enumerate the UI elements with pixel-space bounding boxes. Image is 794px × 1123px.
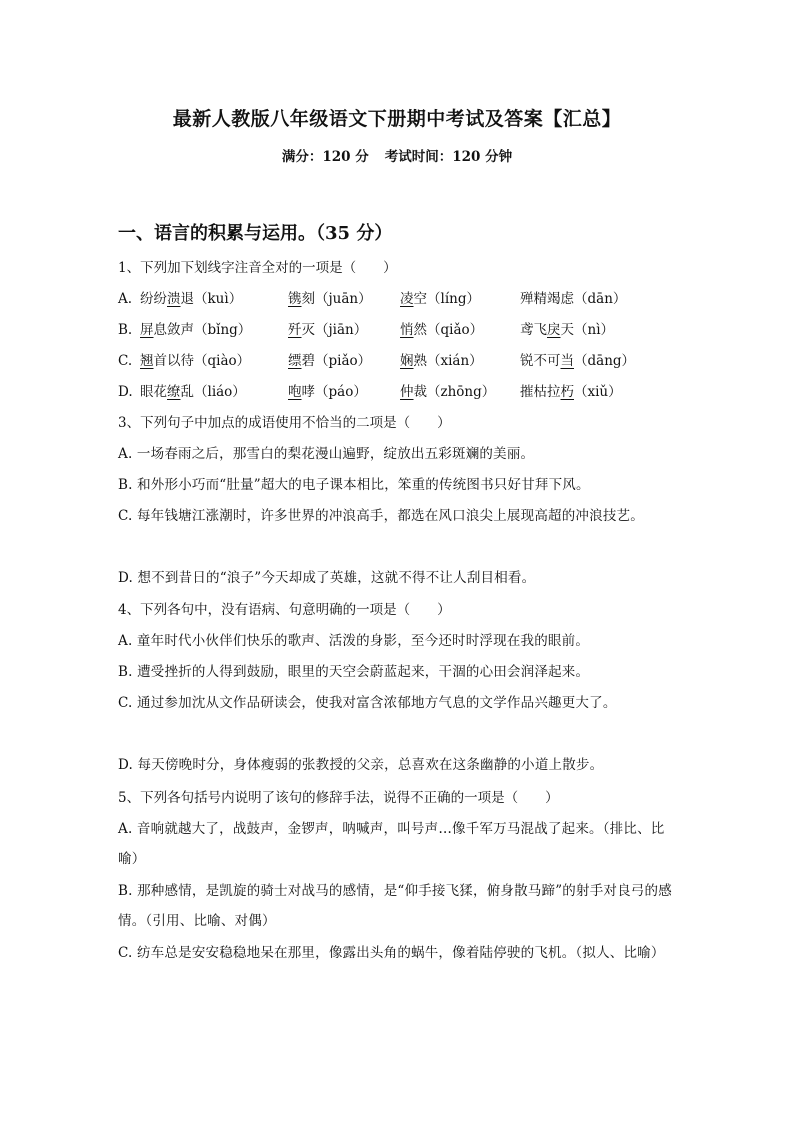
- option-item: 悄然（qiǎo）: [400, 322, 484, 338]
- option-label: B.: [118, 322, 133, 338]
- question-stem: 5、下列各句括号内说明了该句的修辞手法，说得不正确的一项是（ ）: [118, 790, 559, 806]
- answer-option: A. 童年时代小伙伴们快乐的歌声、活泼的身影，至今还时时浮现在我的眼前。: [118, 633, 590, 649]
- answer-option: C. 纺车总是安安稳稳地呆在那里，像露出头角的蜗牛，像着陆停驶的飞机。（拟人、比喻）: [118, 945, 665, 961]
- answer-option: A. 一场春雨之后，那雪白的梨花漫山遍野，绽放出五彩斑斓的美丽。: [118, 446, 535, 462]
- option-item: 锐不可当（dāng）: [520, 353, 636, 369]
- option-item: 仲裁（zhōng）: [400, 384, 496, 400]
- exam-info: [0, 145, 794, 165]
- option-item: 缥碧（piǎo）: [288, 353, 372, 369]
- full-score: 满分：120 分: [281, 149, 369, 165]
- answer-option: C. 每年钱塘江涨潮时，许多世界的冲浪高手，都选在风口浪尖上展现高超的冲浪技艺。: [118, 508, 644, 524]
- option-item: 眼花缭乱（liáo）: [140, 384, 246, 400]
- answer-option: D. 每天傍晚时分，身体瘦弱的张教授的父亲，总喜欢在这条幽静的小道上散步。: [118, 757, 604, 773]
- option-item: 歼灭（jiān）: [288, 322, 368, 338]
- option-label: A.: [118, 291, 133, 307]
- answer-option: B. 和外形小巧而“肚量”超大的电子课本相比，笨重的传统图书只好甘拜下风。: [118, 477, 590, 493]
- question-stem: 4、下列各句中，没有语病、句意明确的一项是（ ）: [118, 602, 451, 618]
- option-item: 咆哮（páo）: [288, 384, 367, 400]
- option-label: D.: [118, 384, 133, 400]
- option-item: 镌刻（juān）: [288, 291, 372, 307]
- option-item: 凌空（líng）: [400, 291, 480, 307]
- document-title: 最新人教版八年级语文下册期中考试及答案【汇总】: [172, 108, 622, 130]
- option-item: 殚精竭虑（dān）: [520, 291, 627, 307]
- option-item: 娴熟（xián）: [400, 353, 483, 369]
- option-item: 摧枯拉朽（xiǔ）: [520, 384, 622, 400]
- answer-option: C. 通过参加沈从文作品研读会，使我对富含浓郁地方气息的文学作品兴趣更大了。: [118, 695, 617, 711]
- answer-option: B. 那种感情，是凯旋的骑士对战马的感情，是“仰手接飞猱，俯身散马蹄”的射手对良弓的感情。（引用、比喻、对偶）: [118, 883, 672, 929]
- section-heading: 一、语言的积累与运用。（35 分）: [118, 223, 393, 244]
- question-stem: 1、下列加下划线字注音全对的一项是（ ）: [118, 260, 397, 276]
- answer-option: D. 想不到昔日的“浪子”今天却成了英雄，这就不得不让人刮目相看。: [118, 570, 536, 586]
- option-item: 翘首以待（qiào）: [140, 353, 251, 369]
- option-label: C.: [118, 353, 133, 369]
- option-item: 鸢飞戾天（nì）: [520, 322, 615, 338]
- option-item: 屏息敛声（bǐng）: [140, 322, 252, 338]
- answer-option: A. 音响就越大了，战鼓声，金锣声，呐喊声，叫号声…像千军万马混战了起来。（排比、比喻）: [118, 821, 665, 867]
- exam-time: 考试时间：120 分钟: [384, 149, 513, 165]
- answer-option: B. 遭受挫折的人得到鼓励，眼里的天空会蔚蓝起来，干涸的心田会润泽起来。: [118, 664, 590, 680]
- option-item: 纷纷溃退（kuì）: [140, 291, 243, 307]
- question-stem: 3、下列句子中加点的成语使用不恰当的二项是（ ）: [118, 415, 451, 431]
